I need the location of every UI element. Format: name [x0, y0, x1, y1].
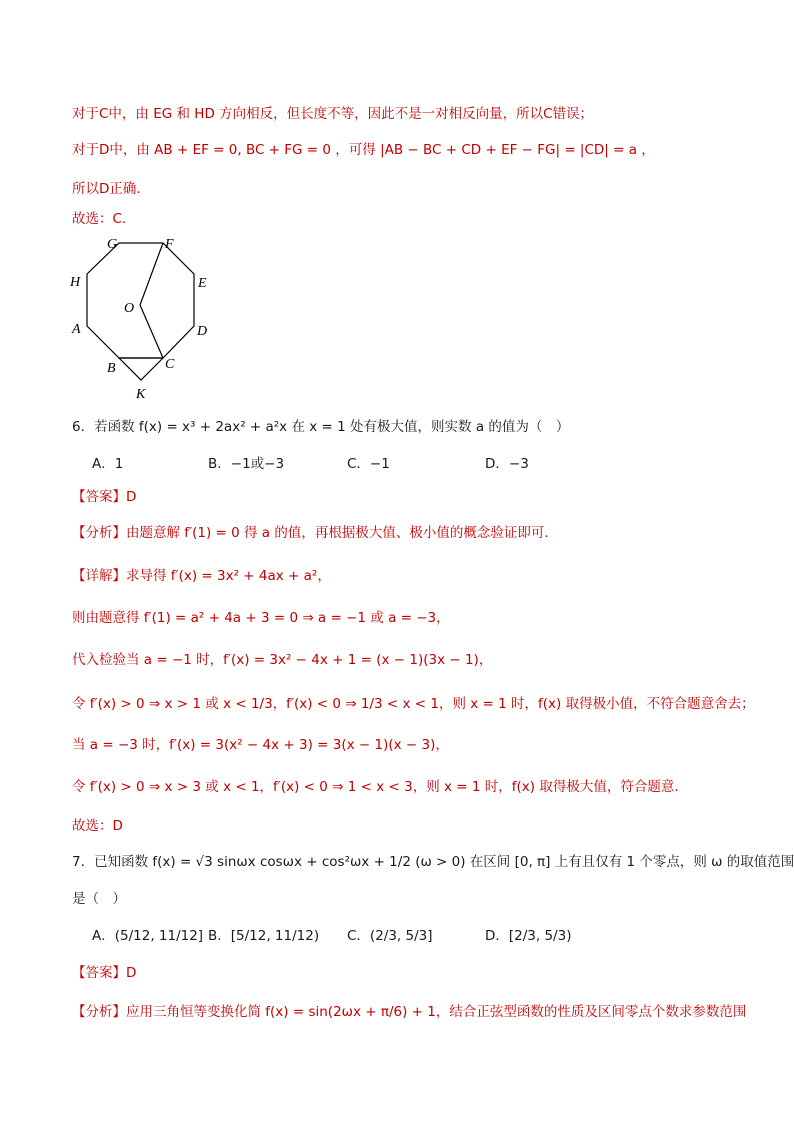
fo-oc-lines — [140, 243, 163, 358]
q7-analysis-tag: 【分析】 — [72, 1004, 126, 1020]
q7-option-c: C．(2/3, 5/3] — [347, 928, 433, 944]
q6-detail-step-6: 令 f′(x) > 0 ⇒ x > 3 或 x < 1，f′(x) < 0 ⇒ 1 < x < 3，则 x = 1 时，f(x) 取得极大值，符合题意. — [72, 779, 679, 795]
q6-detail-step-5: 当 a = −3 时，f′(x) = 3(x² − 4x + 3) = 3(x − 1)(x − 3)， — [72, 737, 449, 753]
q7-option-a: A．(5/12, 11/12] — [92, 928, 204, 944]
label-k: K — [136, 387, 146, 402]
label-b: B — [107, 361, 116, 376]
q6-detail-tag: 【详解】 — [72, 568, 126, 584]
label-d: D — [197, 324, 208, 339]
label-g: G — [107, 237, 118, 252]
q6-analysis-tag: 【分析】 — [72, 525, 126, 541]
octagon-shape — [87, 243, 194, 358]
q6-detail-step-2: 则由题意得 f′(1) = a² + 4a + 3 = 0 ⇒ a = −1 或 a = −3， — [72, 610, 450, 626]
q6-stem: 6．若函数 f(x) = x³ + 2ax² + a²x 在 x = 1 处有极大值，则实数 a 的值为（ ） — [72, 419, 570, 435]
q6-option-a: A．1 — [92, 456, 124, 472]
label-a: A — [72, 322, 81, 337]
q7-answer-value: D — [126, 965, 137, 981]
q6-analysis-text: 由题意解 f′(1) = 0 得 a 的值，再根据极大值、极小值的概念验证即可. — [126, 525, 549, 541]
q7-stem-line-2: 是（ ） — [72, 891, 126, 907]
solution-line-d: 对于D中，由 AB + EF = 0, BC + FG = 0 ，可得 |AB − BC + CD + EF − FG| = |CD| = a ， — [72, 142, 655, 158]
q7-analysis-text: 应用三角恒等变换化简 f(x) = sin(2ωx + π/6) + 1，结合正弦型函数的性质及区间零点个数求参数范围 — [126, 1004, 747, 1020]
q6-answer-tag: 【答案】 — [72, 489, 126, 505]
q6-option-c: C．−1 — [347, 456, 390, 472]
q7-analysis — [72, 1000, 746, 1020]
label-o: O — [124, 301, 135, 316]
q6-choice: 故选：D — [72, 818, 123, 834]
solution-line-c: 对于C中，由 EG 和 HD 方向相反，但长度不等，因此不是一对相反向量，所以C错误； — [72, 106, 594, 122]
solution-line-d2: 所以D正确. — [72, 181, 141, 197]
q7-option-b: B．[5/12, 11/12) — [208, 928, 320, 944]
q6-detail-step-1 — [72, 564, 331, 584]
q6-analysis — [72, 521, 549, 541]
q7-answer — [72, 961, 136, 981]
q7-answer-tag: 【答案】 — [72, 965, 126, 981]
q6-answer-value: D — [126, 489, 137, 505]
label-f: F — [165, 237, 174, 252]
q6-option-d: D．−3 — [485, 456, 529, 472]
q6-detail-step-4: 令 f′(x) > 0 ⇒ x > 1 或 x < 1/3，f′(x) < 0 ⇒ 1/3 < x < 1，则 x = 1 时，f(x) 取得极小值，不符合题意舍去； — [72, 696, 755, 712]
q6-option-b: B．−1或−3 — [208, 456, 285, 472]
q6-answer — [72, 485, 136, 505]
octagon-figure — [62, 228, 232, 403]
label-h: H — [70, 275, 81, 290]
label-e: E — [198, 276, 207, 291]
q7-option-d: D．[2/3, 5/3) — [485, 928, 572, 944]
q6-detail-step-3: 代入检验当 a = −1 时，f′(x) = 3x² − 4x + 1 = (x − 1)(3x − 1)， — [72, 652, 493, 668]
solution-choice: 故选：C. — [72, 211, 127, 227]
label-c: C — [165, 357, 175, 372]
q6-step-1-text: 求导得 f′(x) = 3x² + 4ax + a²， — [126, 568, 331, 584]
bkc-triangle — [119, 358, 163, 380]
q7-stem-line-1: 7．已知函数 f(x) = √3 sinωx cosωx + cos²ωx + 1/2 (ω > 0) 在区间 [0, π] 上有且仅有 1 个零点，则 ω 的取值范围 — [72, 854, 794, 870]
